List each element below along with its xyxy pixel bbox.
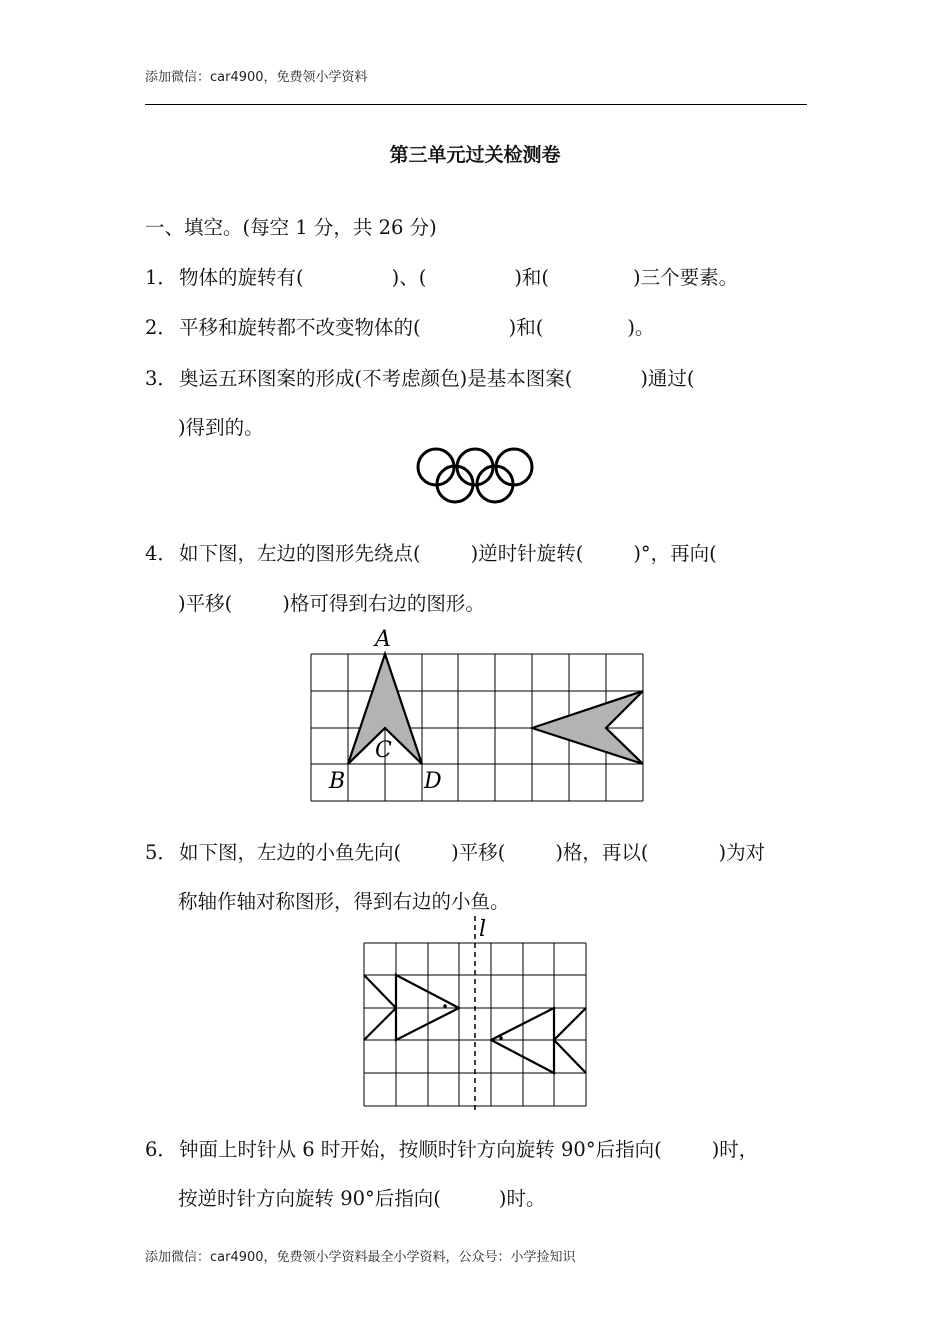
- q1-number: 1．: [145, 266, 177, 289]
- question-3: 3． 奥运五环图案的形成(不考虑颜色)是基本图案( )通过(: [145, 363, 695, 391]
- page-footer: 添加微信：car4900，免费领小学资料最全小学资料，公众号：小学捡知识: [145, 1250, 576, 1265]
- section-heading: 一、填空。(每空 1 分，共 26 分): [145, 216, 437, 239]
- olympic-rings-figure: [410, 440, 540, 505]
- left-fish-eye: [443, 1004, 447, 1008]
- axis-label-l: l: [479, 917, 487, 942]
- q5-number: 5．: [145, 841, 177, 864]
- rotation-grid-figure: [300, 622, 660, 812]
- label-a: A: [375, 627, 391, 652]
- question-2: 2． 平移和旋转都不改变物体的( )和( )。: [145, 312, 654, 340]
- page-header: 添加微信：car4900，免费领小学资料: [145, 70, 368, 85]
- right-fish-eye: [499, 1036, 503, 1040]
- question-6: 6． 钟面上时针从 6 时开始，按顺时针方向旋转 90°后指向( )时，: [145, 1134, 758, 1162]
- fish-symmetry-figure: [355, 912, 595, 1117]
- page-title: 第三单元过关检测卷: [389, 144, 561, 166]
- label-d: D: [424, 769, 442, 794]
- question-1: 1． 物体的旋转有( )、( )和( )三个要素。: [145, 262, 738, 290]
- question-4-cont: )平移( )格可得到右边的图形。: [178, 592, 485, 615]
- question-4: 4． 如下图，左边的图形先绕点( )逆时针旋转( )°，再向(: [145, 538, 717, 566]
- label-b: B: [329, 769, 346, 794]
- question-5-cont: 称轴作轴对称图形，得到右边的小鱼。: [178, 890, 510, 913]
- q3-number: 3．: [145, 367, 177, 390]
- header-rule: [145, 104, 807, 105]
- q4-number: 4．: [145, 542, 177, 565]
- label-c: C: [375, 738, 392, 763]
- question-3-cont: )得到的。: [178, 416, 264, 439]
- q6-number: 6．: [145, 1138, 177, 1161]
- question-6-cont: 按逆时针方向旋转 90°后指向( )时。: [178, 1187, 546, 1210]
- question-5: 5． 如下图，左边的小鱼先向( )平移( )格，再以( )为对: [145, 837, 765, 865]
- q2-number: 2．: [145, 316, 177, 339]
